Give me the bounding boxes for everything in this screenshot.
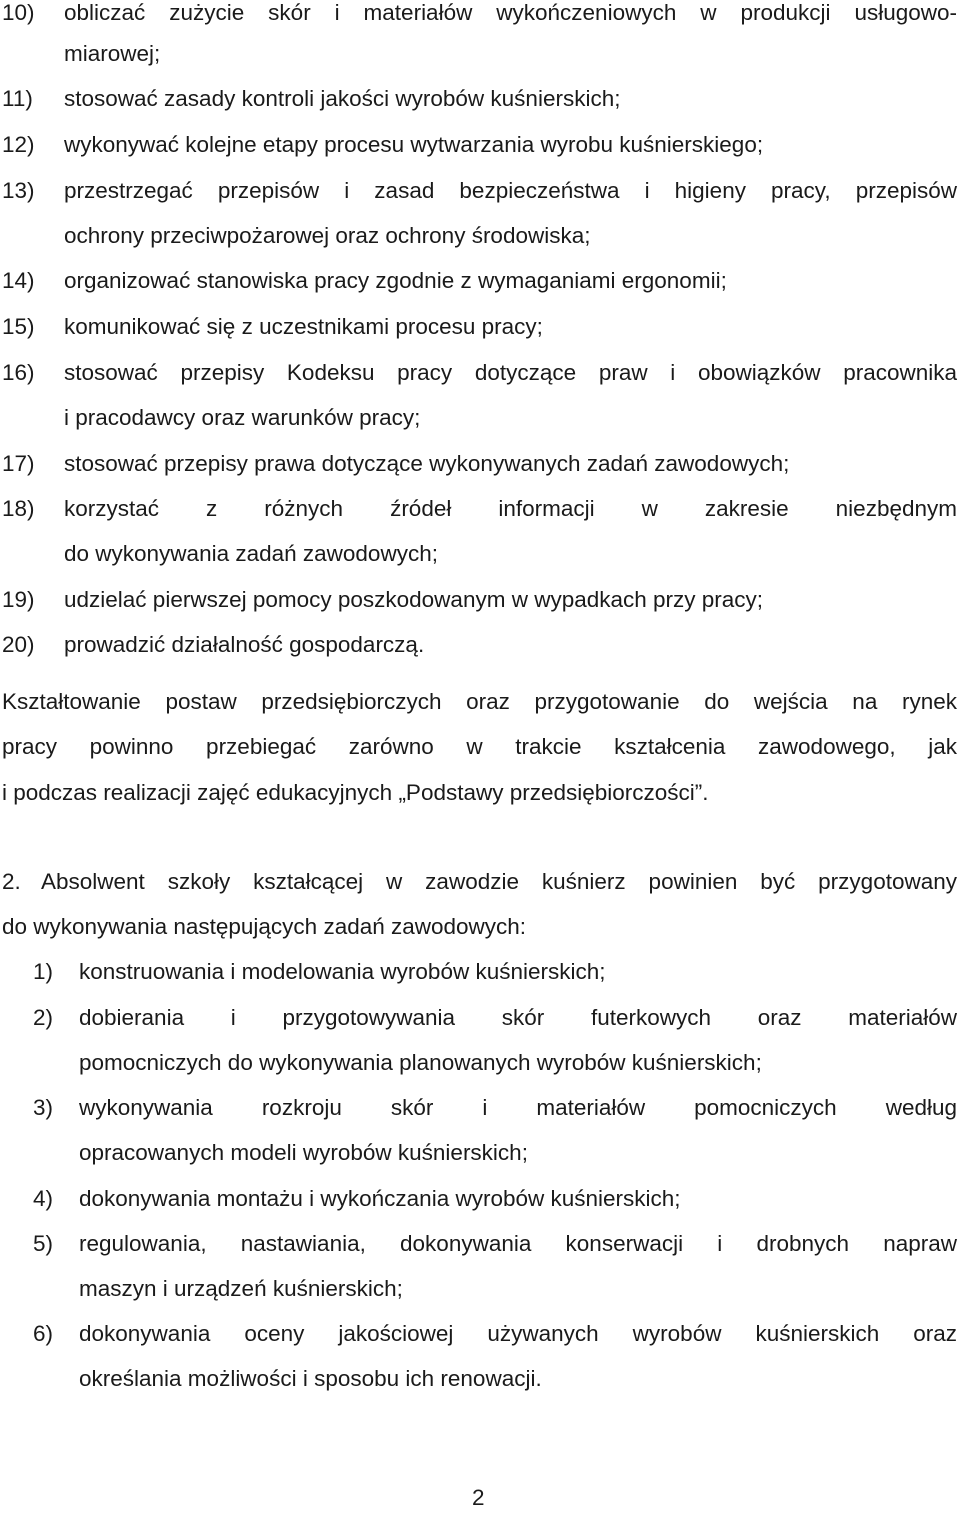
list-item-text: i pracodawcy oraz warunków pracy; [64,405,421,430]
paragraph-line: i podczas realizacji zajęć edukacyjnych „Podstawy przedsiębiorczości”. [2,780,709,805]
list-item-number: 10) [2,0,35,25]
list-item-number: 13) [2,178,35,203]
list-item-text: ochrony przeciwpożarowej oraz ochrony środowiska; [64,223,591,248]
list-item-number: 11) [2,86,33,111]
list-item-text: organizować stanowiska pracy zgodnie z wymaganiami ergonomii; [64,268,727,293]
list-item-text: pomocniczych do wykonywania planowanych wyrobów kuśnierskich; [79,1050,762,1075]
paragraph-line: Kształtowanie postaw przedsiębiorczych oraz przygotowanie do wejścia na rynek [2,689,957,714]
list-item-text: do wykonywania zadań zawodowych; [64,541,438,566]
list-item-text: stosować przepisy Kodeksu pracy dotyczące praw i obowiązków pracownika [64,360,957,385]
list-item-text: maszyn i urządzeń kuśnierskich; [79,1276,403,1301]
list-item-number: 5) [33,1231,54,1256]
list-item-number: 16) [2,360,35,385]
list-item-text: przestrzegać przepisów i zasad bezpieczeństwa i higieny pracy, przepisów [64,178,957,203]
list-item-text: obliczać zużycie skór i materiałów wykończeniowych w produkcji usługowo- [64,0,957,25]
list-item-text: wykonywania rozkroju skór i materiałów pomocniczych według [79,1095,957,1120]
list-item-number: 6) [33,1321,54,1346]
list-item-number: 19) [2,587,35,612]
list-item-text: stosować zasady kontroli jakości wyrobów kuśnierskich; [64,86,621,111]
list-item-text: dobierania i przygotowywania skór futerkowych oraz materiałów [79,1005,957,1030]
section-number: 2. [2,869,21,894]
list-item-number: 17) [2,451,35,476]
list-item-number: 18) [2,496,35,521]
list-item-number: 15) [2,314,35,339]
list-item-number: 14) [2,268,35,293]
list-item-text: wykonywać kolejne etapy procesu wytwarzania wyrobu kuśnierskiego; [64,132,764,157]
paragraph-line: pracy powinno przebiegać zarówno w trakcie kształcenia zawodowego, jak [2,734,957,759]
list-item-number: 3) [33,1095,54,1120]
list-item-number: 4) [33,1186,54,1211]
list-item-text: opracowanych modeli wyrobów kuśnierskich; [79,1140,528,1165]
list-item-text: miarowej; [64,41,161,66]
list-item-text: regulowania, nastawiania, dokonywania konserwacji i drobnych napraw [79,1231,957,1256]
list-item-text: konstruowania i modelowania wyrobów kuśnierskich; [79,959,606,984]
list-item-number: 1) [33,959,54,984]
list-item-number: 2) [33,1005,54,1030]
list-item-text: dokonywania montażu i wykończania wyrobów kuśnierskich; [79,1186,681,1211]
list-item-text: udzielać pierwszej pomocy poszkodowanym w wypadkach przy pracy; [64,587,764,612]
list-item-number: 12) [2,132,35,157]
page-number: 2 [472,1485,485,1510]
list-item-text: stosować przepisy prawa dotyczące wykonywanych zadań zawodowych; [64,451,790,476]
section-text: do wykonywania następujących zadań zawodowych: [2,914,527,939]
list-item-text: korzystać z różnych źródeł informacji w zakresie niezbędnym [64,496,957,521]
list-item-number: 20) [2,632,35,657]
list-item-text: prowadzić działalność gospodarczą. [64,632,425,657]
section-text: Absolwent szkoły kształcącej w zawodzie kuśnierz powinien być przygotowany [41,869,957,894]
list-item-text: komunikować się z uczestnikami procesu pracy; [64,314,543,339]
list-item-text: dokonywania oceny jakościowej używanych wyrobów kuśnierskich oraz [79,1321,957,1346]
list-item-text: określania możliwości i sposobu ich renowacji. [79,1366,542,1391]
